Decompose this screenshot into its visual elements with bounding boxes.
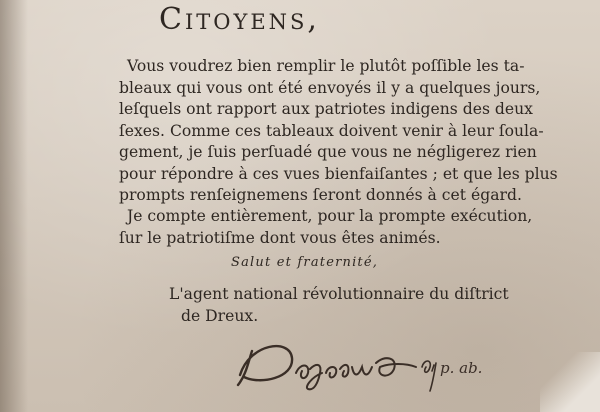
paragraph-1-line: leſquels ont rapport aux patriotes indigens des deux [119,100,533,118]
page-edge-shadow [0,0,28,412]
closing-salutation: Salut et fraternité, [231,255,379,270]
paragraph-1-line: pour répondre à ces vues bienfaiſantes ; et que les plus [119,164,558,183]
paragraph-1 [119,56,558,207]
paragraph-2-line: ſur le patriotiſme dont vous êtes animés. [119,228,441,247]
svg-text:p. ab.: p. ab. [440,359,483,377]
paragraph-2-line: Je compte entièrement, pour la prompte exécution, [127,207,533,225]
paper-corner [540,352,600,412]
agent-title-line: de Dreux. [181,306,259,325]
handwritten-signature [230,333,500,393]
paragraph-1-line: bleaux qui vous ont été envoyés il y a quelques jours, [119,78,541,97]
paragraph-1-line: ſexes. Comme ces tableaux doivent venir à leur ſoula- [119,121,544,140]
agent-title [169,284,509,327]
paragraph-1-line: prompts renſeignemens ſeront donnés à cet égard. [119,186,522,204]
paragraph-1-line: gement, je ſuis perſuadé que vous ne négligerez rien [119,143,537,161]
paragraph-2 [119,206,533,249]
document-heading: Citoyens, [159,2,320,37]
paragraph-1-line: Vous voudrez bien remplir le plutôt poſſible les ta- [127,57,525,75]
agent-title-line: L'agent national révolutionnaire du diſtrict [169,285,509,303]
